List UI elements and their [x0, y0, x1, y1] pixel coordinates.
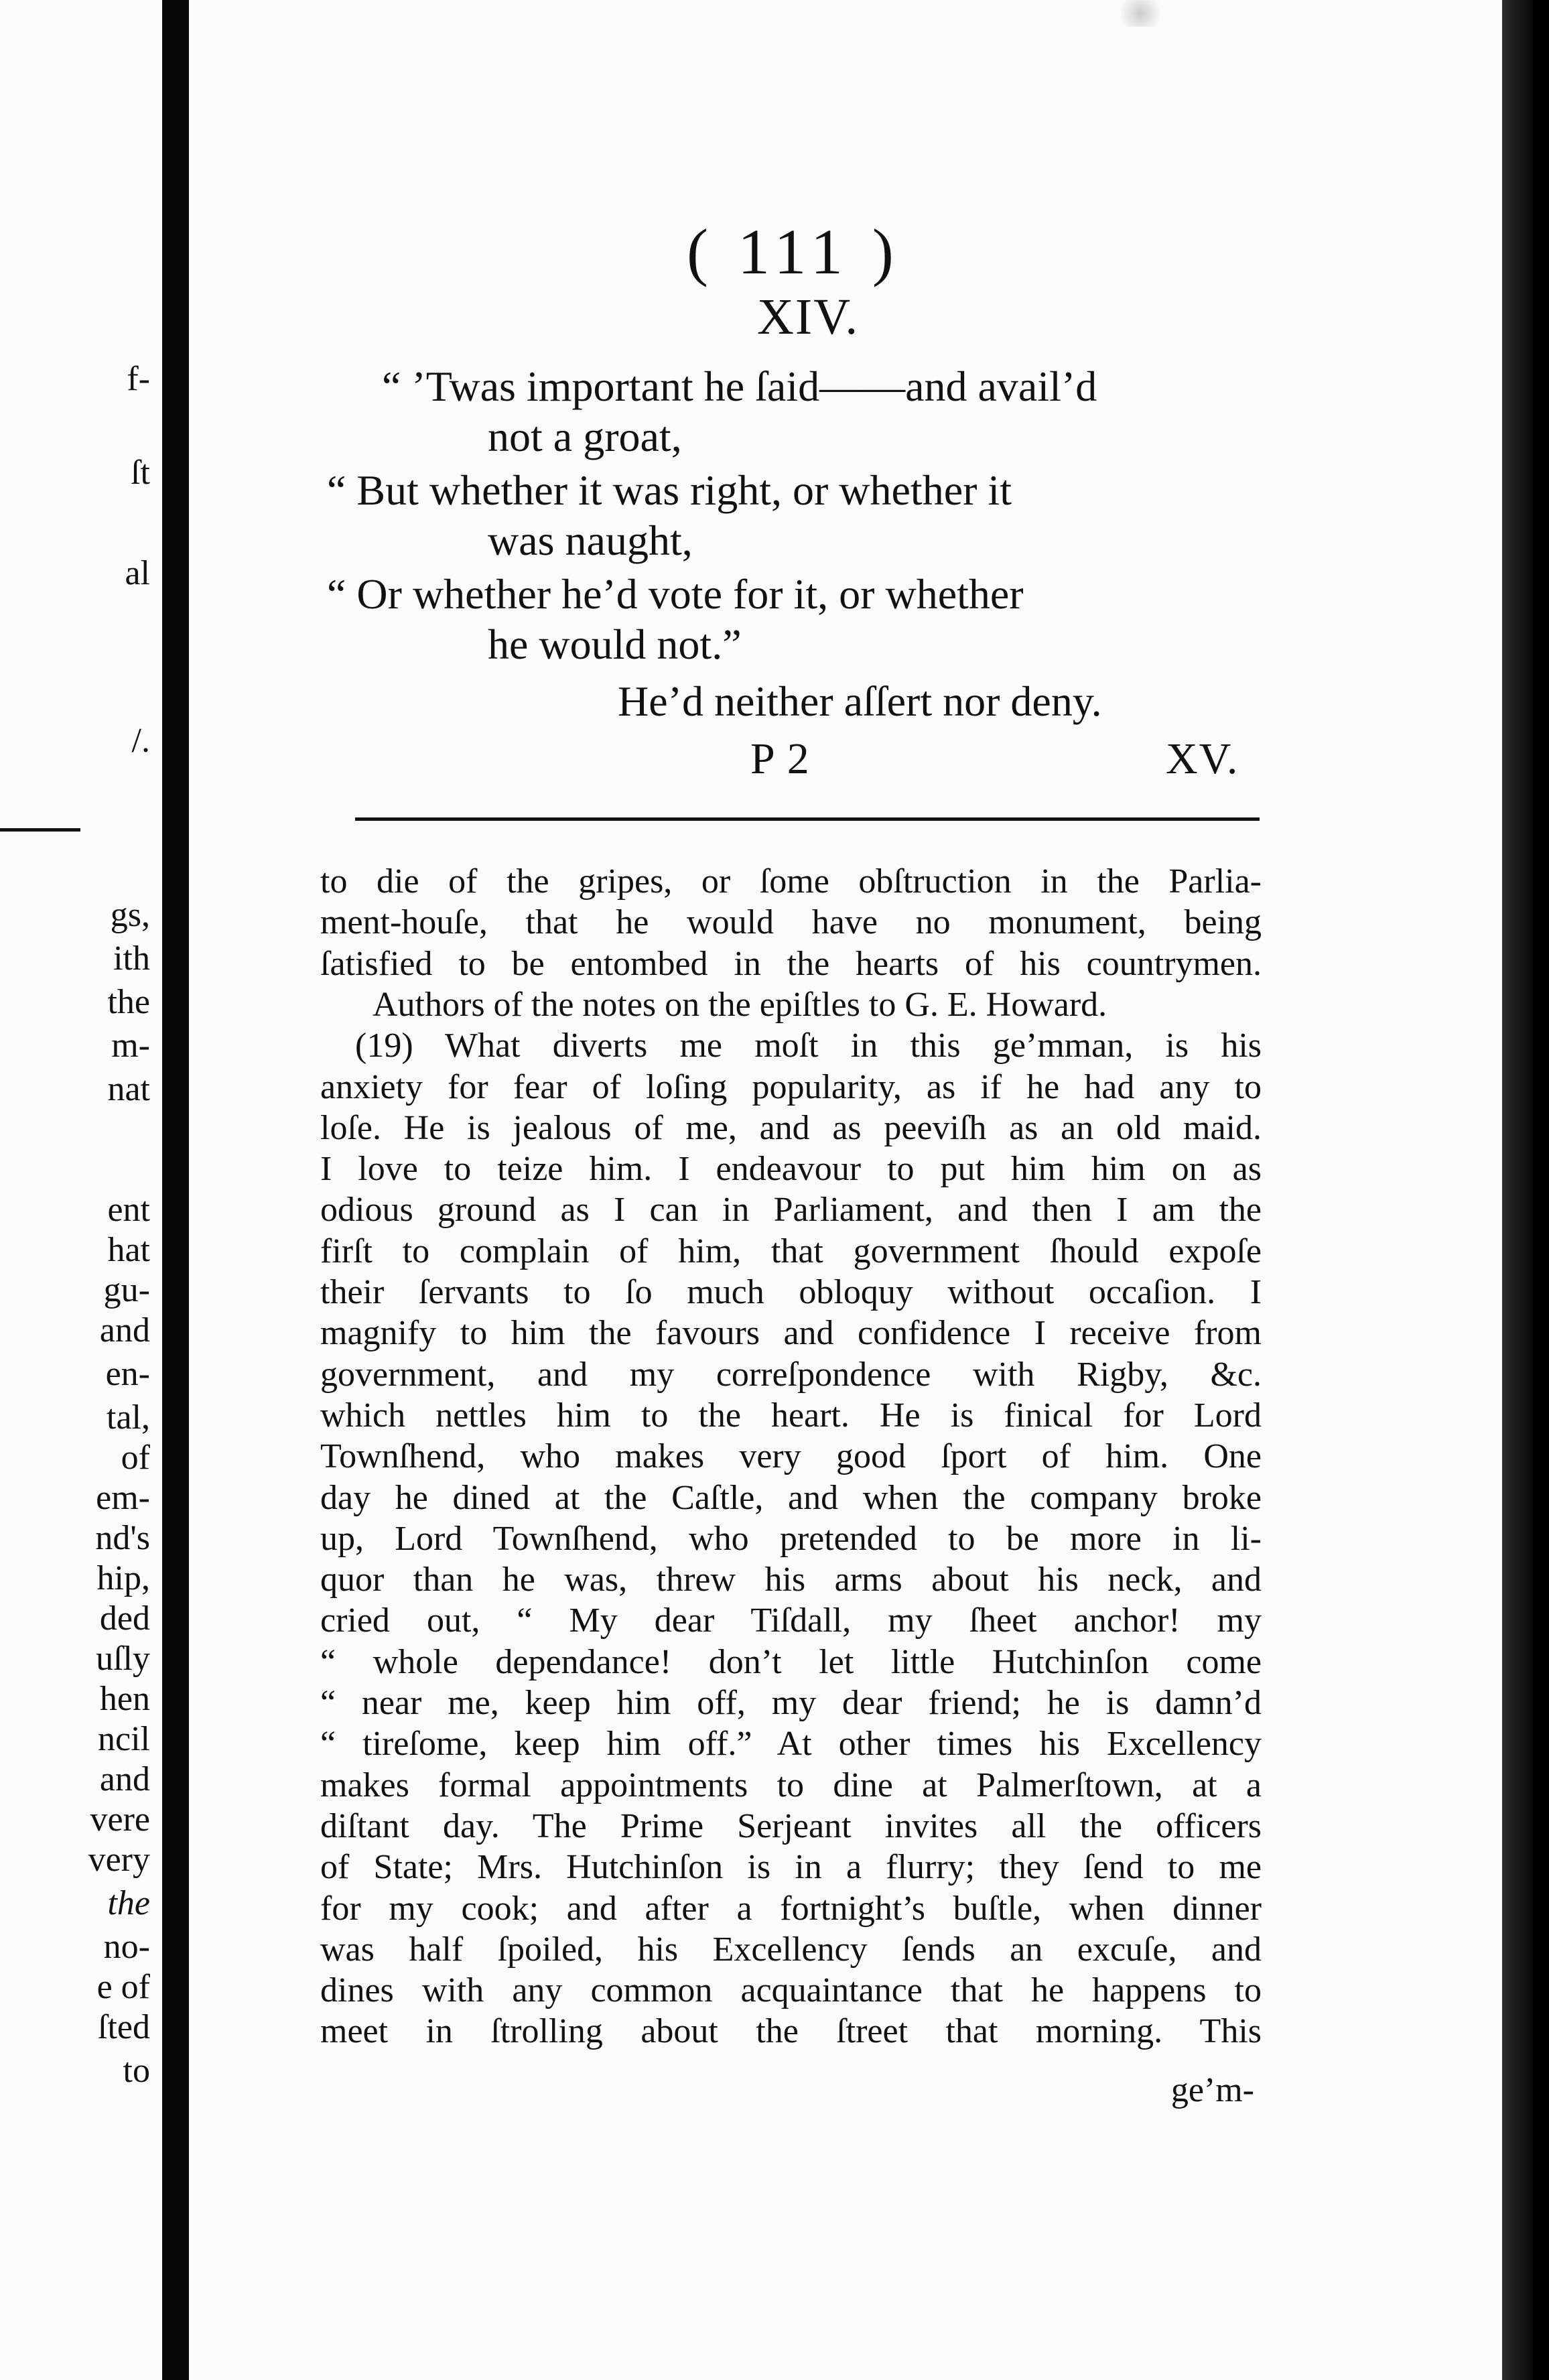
body-line: magnify to him the favours and confidence I receive from [320, 1314, 1262, 1352]
verse-line: “ ’Twas important he ſaid——and avail’d [382, 362, 1097, 410]
left-page-fragment: uſly [96, 1640, 150, 1678]
body-line: anxiety for fear of loſing popularity, as if he had any to [320, 1068, 1262, 1106]
left-page-fragment: hip, [96, 1559, 150, 1597]
left-page-fragment: the [107, 1884, 150, 1922]
left-page-fragment: ſt [131, 454, 150, 492]
body-line: to die of the gripes, or ſome obſtruction in the Parlia- [320, 862, 1262, 901]
body-line: was half ſpoiled, his Excellency ſends an excuſe, and [320, 1930, 1262, 1969]
body-line: ment-houſe, that he would have no monument, being [320, 903, 1262, 941]
body-line: firſt to complain of him, that government ſhould expoſe [320, 1232, 1262, 1270]
left-page-fragment: f- [127, 360, 150, 398]
body-line: odious ground as I can in Parliament, and then I am the [320, 1191, 1262, 1229]
body-line: loſe. He is jealous of me, and as peeviſh as an old maid. [320, 1109, 1262, 1147]
page-number: ( 111 ) [687, 216, 900, 287]
left-page-fragment: tal, [107, 1398, 150, 1437]
left-page-fragment: of [121, 1439, 150, 1477]
verse-line: was naught, [488, 517, 693, 564]
left-page-fragment: to [123, 2052, 150, 2090]
body-line: meet in ſtrolling about the ſtreet that morning. This [320, 2012, 1262, 2050]
divider-rule [355, 817, 1260, 821]
left-page-fragment: en- [105, 1355, 150, 1393]
verse-line: not a groat, [488, 413, 682, 460]
body-line: diſtant day. The Prime Serjeant invites all the officers [320, 1807, 1262, 1845]
body-line: government, and my correſpondence with Rigby, &c. [320, 1356, 1262, 1394]
body-line: “ near me, keep him off, my dear friend; he is damn’d [320, 1684, 1262, 1722]
left-page-fragment: and [99, 1311, 150, 1349]
body-line: Authors of the notes on the epiſtles to G. E. Howard. [373, 986, 1107, 1024]
body-line: “ whole dependance! don’t let little Hutchinſon come [320, 1643, 1262, 1681]
page-edge [1502, 0, 1533, 2380]
left-page-fragment: nat [107, 1070, 150, 1108]
body-line: “ tireſome, keep him off.” At other times his Excellency [320, 1725, 1262, 1763]
left-page-fragment: the [107, 983, 150, 1021]
left-page-fragment: gu- [103, 1271, 150, 1309]
body-line: I love to teize him. I endeavour to put him him on as [320, 1150, 1262, 1188]
left-page-fragment: ith [113, 939, 150, 978]
left-page-fragment: ded [99, 1599, 150, 1638]
body-line: ſatisfied to be entombed in the hearts of his countrymen. [320, 945, 1262, 983]
left-page-fragment: ſted [98, 2008, 150, 2046]
left-page-fragment: no- [103, 1928, 150, 1966]
left-page-fragment: hat [107, 1231, 150, 1269]
left-page-fragment: al [125, 554, 150, 592]
section-heading-xiv: XIV. [757, 289, 860, 345]
left-page-rule [0, 828, 80, 832]
left-page-fragment: very [88, 1841, 150, 1879]
book-gutter [162, 0, 189, 2380]
body-line: quor than he was, threw his arms about his neck, and [320, 1561, 1262, 1599]
left-page-fragment: hen [99, 1680, 150, 1718]
left-page-fragment: and [99, 1760, 150, 1798]
verse-line: He’d neither aſſert nor deny. [618, 677, 1102, 725]
left-page-fragment: m- [111, 1027, 150, 1065]
left-page-fragment: e of [96, 1968, 150, 2006]
left-page [0, 0, 162, 2380]
signature-mark: P 2 [750, 734, 811, 783]
body-line: makes formal appointments to dine at Palmerſtown, at a [320, 1766, 1262, 1804]
verse-line: he would not.” [488, 620, 742, 668]
body-line: day he dined at the Caſtle, and when the company broke [320, 1479, 1262, 1517]
body-line: dines with any common acquaintance that he happens to [320, 1971, 1262, 2009]
left-page-fragment: em- [96, 1479, 150, 1517]
section-heading-xv: XV. [1166, 734, 1239, 783]
left-page-fragment: vere [90, 1800, 150, 1839]
verse-line: “ Or whether he’d vote for it, or whether [327, 570, 1024, 618]
body-line: their ſervants to ſo much obloquy without occaſion. I [320, 1273, 1262, 1311]
left-page-fragment: /. [131, 722, 150, 760]
body-line: for my cook; and after a fortnight’s buſtle, when dinner [320, 1890, 1262, 1928]
body-line: of State; Mrs. Hutchinſon is in a flurry; they ſend to me [320, 1848, 1262, 1886]
left-page-fragment: ncil [98, 1720, 150, 1758]
left-page-fragment: ent [107, 1191, 150, 1229]
body-line: (19) What diverts me moſt in this ge’mman, is his [355, 1027, 1262, 1065]
body-line: Townſhend, who makes very good ſport of him. One [320, 1437, 1262, 1475]
verse-line: “ But whether it was right, or whether it [327, 466, 1012, 514]
body-line: up, Lord Townſhend, who pretended to be more in li- [320, 1520, 1262, 1558]
left-page-fragment: nd's [95, 1519, 150, 1557]
ink-smudge [1114, 0, 1167, 27]
body-line: which nettles him to the heart. He is finical for Lord [320, 1396, 1262, 1435]
body-line: cried out, “ My dear Tiſdall, my ſheet anchor! my [320, 1601, 1262, 1640]
catchword: ge’m- [1170, 2071, 1254, 2109]
left-page-fragment: gs, [110, 896, 150, 934]
